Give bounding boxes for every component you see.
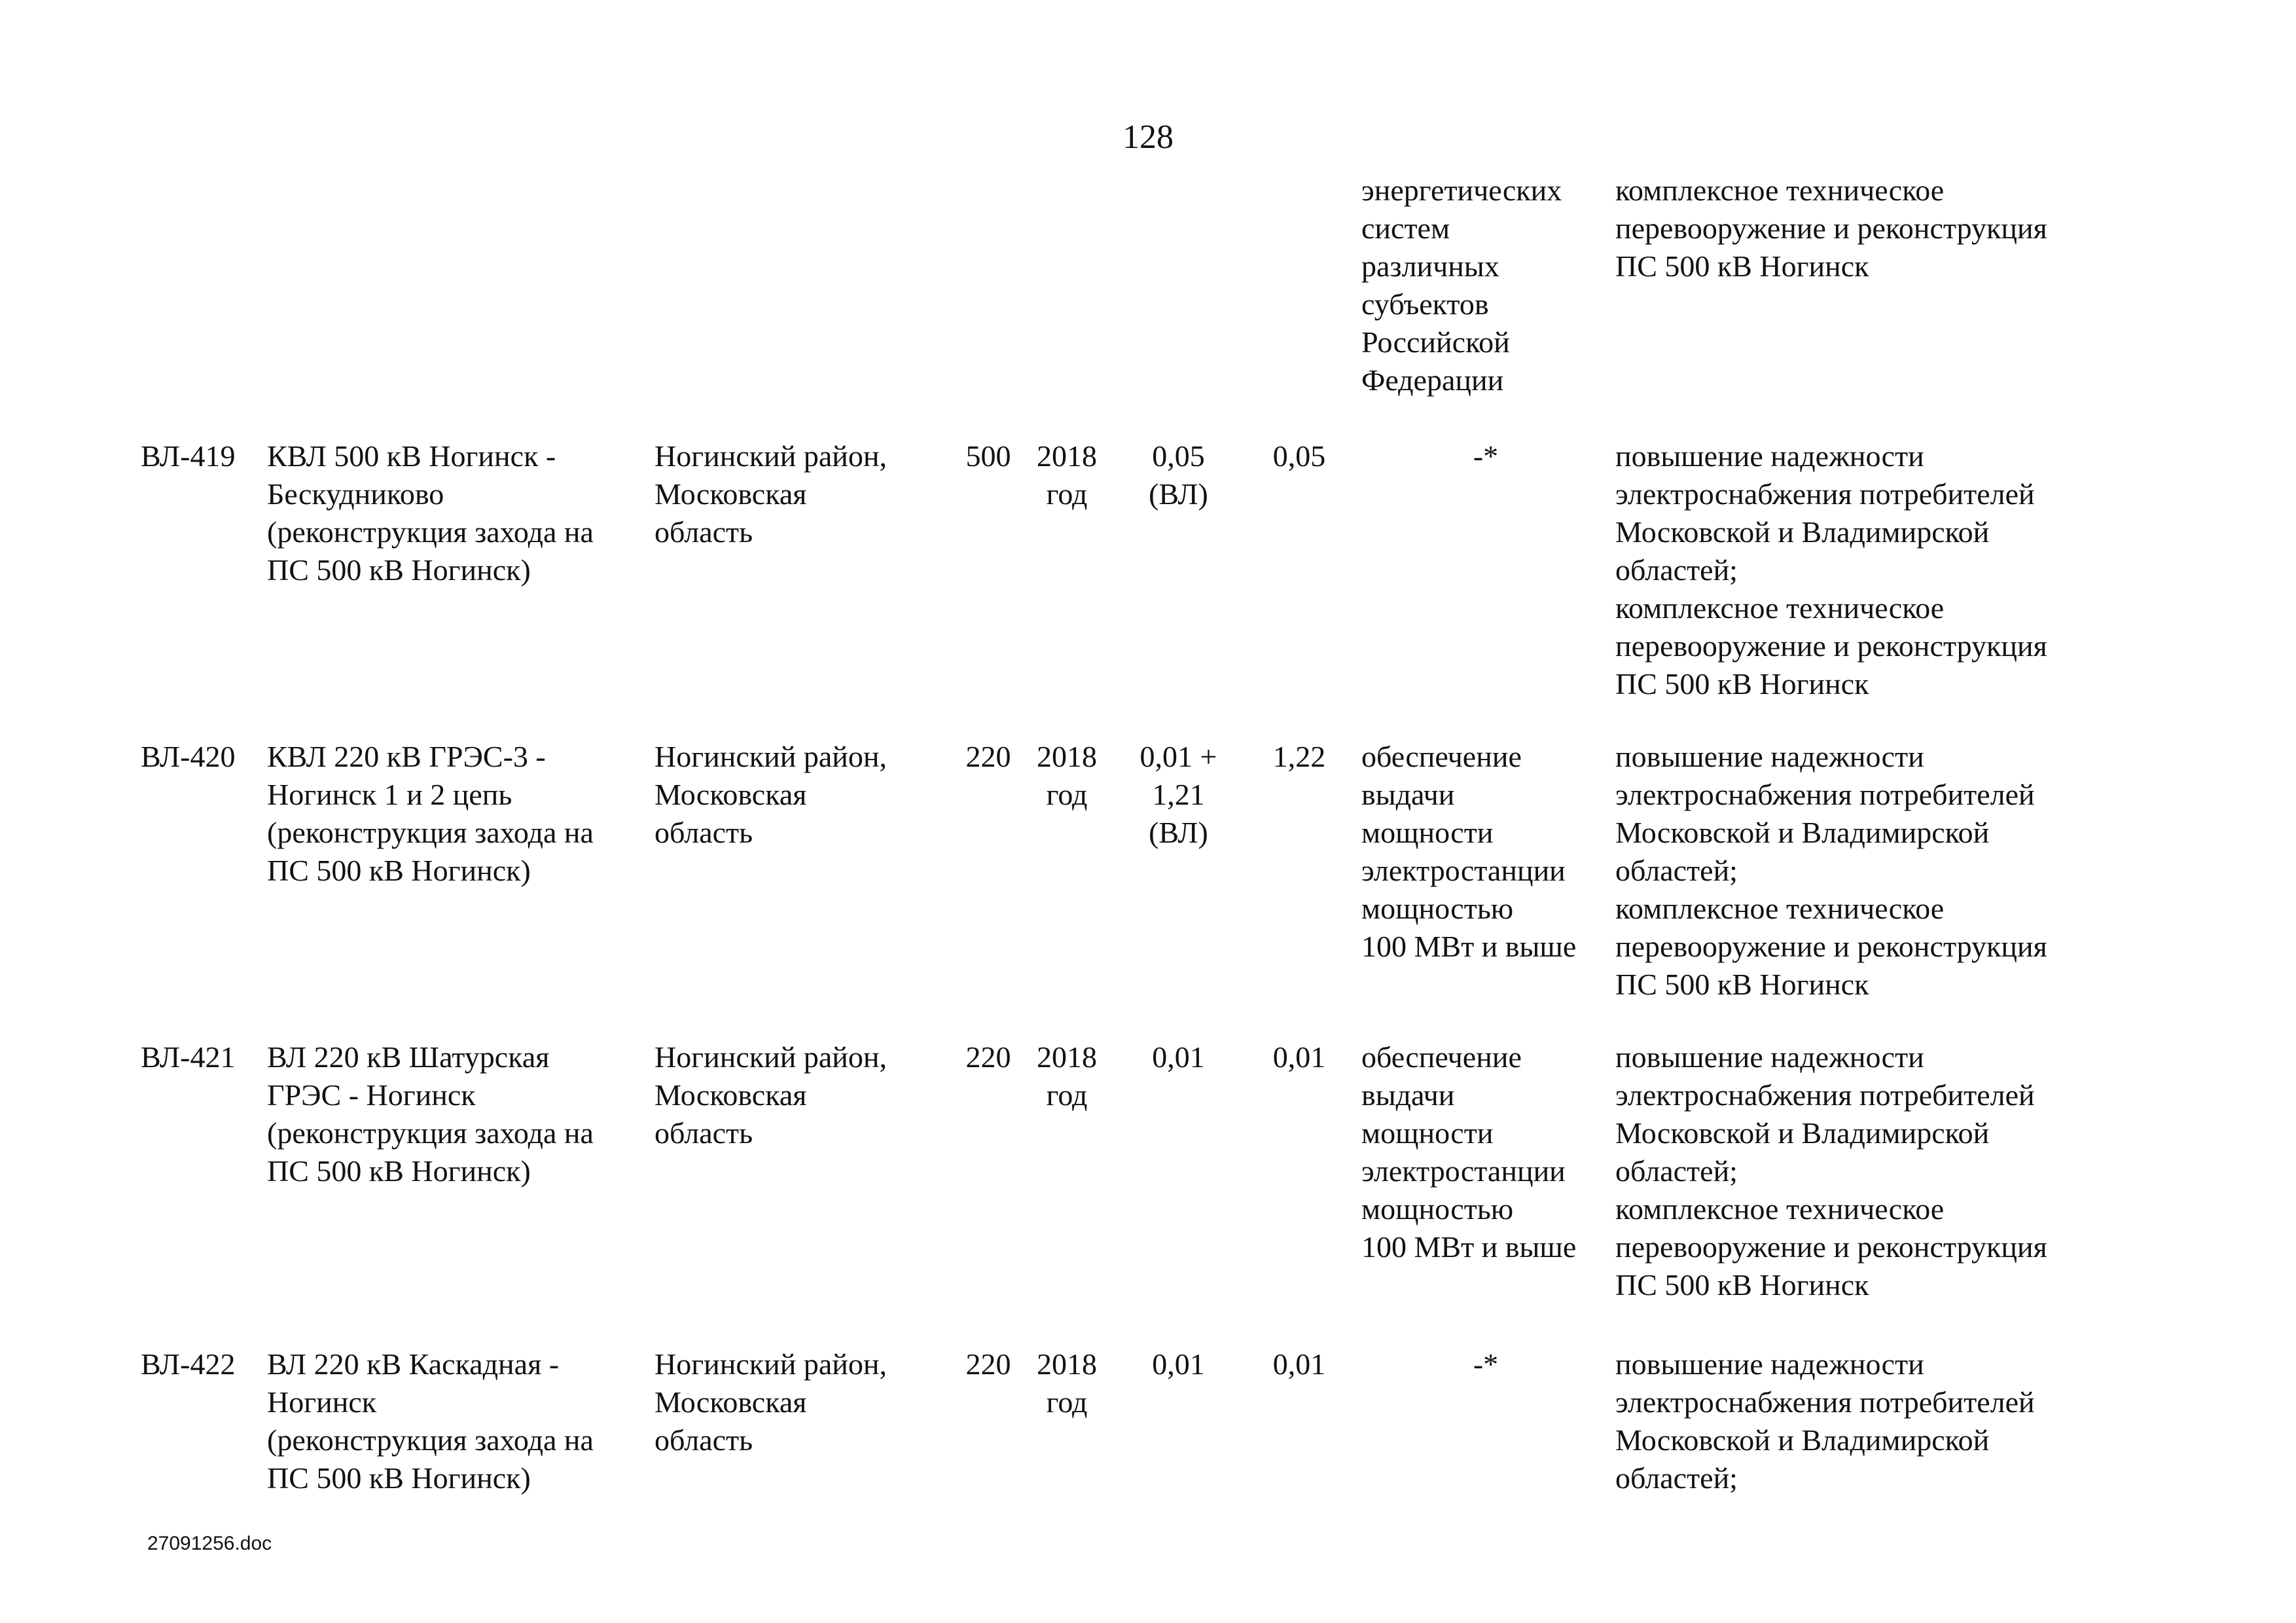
row-name: КВЛ 500 кВ Ногинск - Бескудниково (реконструкция захода на ПС 500 кВ Ногинск) <box>267 439 594 587</box>
row-purpose: -* <box>1473 1347 1499 1381</box>
row-purpose: обеспечение выдачи мощности электростанции мощностью 100 МВт и выше <box>1361 740 1577 963</box>
row-name: КВЛ 220 кВ ГРЭС-3 - Ногинск 1 и 2 цепь (реконструкция захода на ПС 500 кВ Ногинск) <box>267 740 594 887</box>
row-length: 0,01 <box>1152 1347 1205 1381</box>
row-location: Ногинский район, Московская область <box>655 740 887 849</box>
row-justification: повышение надежности электроснабжения потребителей Московской и Владимирской областей; комплексное техническое перевооружение и реконструкция ПС 500 кВ Ногинск <box>1615 740 2047 1001</box>
row-location: Ногинский район, Московская область <box>655 1040 887 1150</box>
row-location: Ногинский район, Московская область <box>655 1347 887 1457</box>
row-year: 2018 год <box>1037 1040 1097 1112</box>
row-voltage: 220 <box>965 740 1011 773</box>
row-name: ВЛ 220 кВ Шатурская ГРЭС - Ногинск (реконструкция захода на ПС 500 кВ Ногинск) <box>267 1040 594 1188</box>
row-code: ВЛ-421 <box>141 1040 236 1074</box>
row-total: 0,01 <box>1272 1347 1326 1381</box>
row-year: 2018 год <box>1037 1347 1097 1419</box>
row-length: 0,01 + 1,21 (ВЛ) <box>1139 740 1217 849</box>
row-purpose: обеспечение выдачи мощности электростанции мощностью 100 МВт и выше <box>1361 1040 1577 1264</box>
row-length: 0,05 (ВЛ) <box>1149 439 1208 511</box>
row-year: 2018 год <box>1037 439 1097 511</box>
row-justification: повышение надежности электроснабжения потребителей Московской и Владимирской областей; <box>1615 1347 2035 1495</box>
continuation-justification: комплексное техническое перевооружение и реконструкция ПС 500 кВ Ногинск <box>1615 173 2047 283</box>
row-justification: повышение надежности электроснабжения потребителей Московской и Владимирской областей; комплексное техническое перевооружение и реконструкция ПС 500 кВ Ногинск <box>1615 439 2047 701</box>
document-filename: 27091256.doc <box>147 1533 272 1554</box>
row-year: 2018 год <box>1037 740 1097 811</box>
row-total: 1,22 <box>1272 740 1326 773</box>
row-voltage: 220 <box>965 1040 1011 1074</box>
row-purpose: -* <box>1473 439 1499 473</box>
row-total: 0,05 <box>1272 439 1326 473</box>
row-total: 0,01 <box>1272 1040 1326 1074</box>
row-name: ВЛ 220 кВ Каскадная - Ногинск (реконструкция захода на ПС 500 кВ Ногинск) <box>267 1347 594 1495</box>
row-code: ВЛ-422 <box>141 1347 236 1381</box>
continuation-purpose: энергетических систем различных субъектов Российской Федерации <box>1361 173 1562 397</box>
row-code: ВЛ-419 <box>141 439 236 473</box>
page-number: 128 <box>1122 119 1174 156</box>
row-voltage: 220 <box>965 1347 1011 1381</box>
row-code: ВЛ-420 <box>141 740 236 773</box>
row-length: 0,01 <box>1152 1040 1205 1074</box>
row-justification: повышение надежности электроснабжения потребителей Московской и Владимирской областей; комплексное техническое перевооружение и реконструкция ПС 500 кВ Ногинск <box>1615 1040 2047 1302</box>
row-location: Ногинский район, Московская область <box>655 439 887 549</box>
row-voltage: 500 <box>965 439 1011 473</box>
